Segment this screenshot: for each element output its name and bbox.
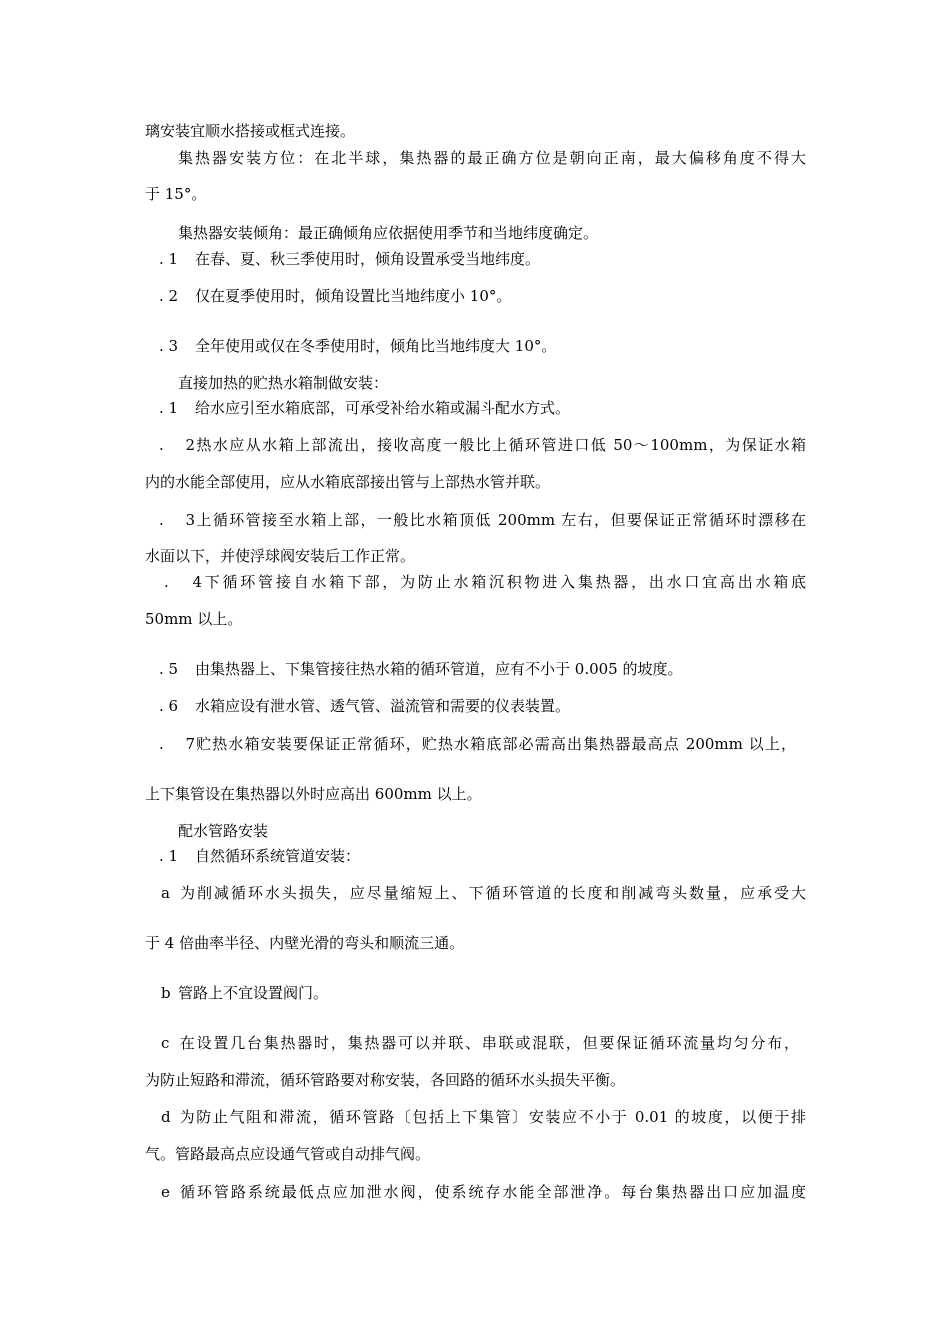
text-line: 内的水能全部使用，应从水箱底部接出管与上部热水管并联。 (145, 473, 551, 491)
paragraph-orientation: 集热器安装方位：在北半球，集热器的最正确方位是朝向正南，最大偏移角度不得大 (178, 149, 806, 167)
sub-item: c 在设置几台集热器时，集热器可以并联、串联或混联，但要保证循环流量均匀分布， (161, 1034, 799, 1052)
sub-item: e 循环管路系统最低点应加泄水阀，使系统存水能全部泄净。每台集热器出口应加温度 (161, 1183, 806, 1201)
list-item: . 2 仅在夏季使用时，倾角设置比当地纬度小 10°。 (159, 287, 512, 305)
sub-item: b 管路上不宜设置阀门。 (161, 984, 329, 1002)
text-line: 璃安装宜顺水搭接或框式连接。 (145, 122, 356, 140)
text-line: 为防止短路和滞流，循环管路要对称安装，各回路的循环水头损失平衡。 (145, 1071, 626, 1089)
sub-item: d 为防止气阻和滞流，循环管路〔包括上下集管〕安装应不小于 0.01 的坡度，以便于排 (161, 1108, 806, 1126)
section-heading-piping: 配水管路安装 (178, 822, 269, 840)
text-line: 上下集管设在集热器以外时应高出 600mm 以上。 (145, 785, 482, 803)
section-heading-tank: 直接加热的贮热水箱制做安装： (178, 374, 389, 392)
text-line: 于 15°。 (145, 185, 207, 203)
list-item: . 1 给水应引至水箱底部，可承受补给水箱或漏斗配水方式。 (159, 399, 571, 417)
section-heading-tilt: 集热器安装倾角：最正确倾角应依据使用季节和当地纬度确定。 (178, 224, 599, 242)
text-line: 于 4 倍曲率半径、内壁光滑的弯头和顺流三通。 (145, 934, 465, 952)
list-item: . 4下循环管接自水箱下部，为防止水箱沉积物进入集热器，出水口宜高出水箱底 (164, 573, 806, 591)
text-line: 50mm 以上。 (145, 610, 243, 628)
text-line: 气。管路最高点应设通气管或自动排气阀。 (145, 1145, 431, 1163)
list-item: . 6 水箱应设有泄水管、透气管、溢流管和需要的仪表装置。 (159, 697, 571, 715)
list-item: . 5 由集热器上、下集管接往热水箱的循环管道，应有不小于 0.005 的坡度。 (159, 660, 683, 678)
list-item: . 2热水应从水箱上部流出，接收高度一般比上循环管进口低 50～100mm，为保证水箱 (159, 436, 806, 454)
list-item: . 1 在春、夏、秋三季使用时，倾角设置承受当地纬度。 (159, 250, 541, 268)
list-item: . 7贮热水箱安装要保证正常循环，贮热水箱底部必需高出集热器最高点 200mm 以上， (159, 735, 796, 753)
sub-item: a 为削减循环水头损失，应尽量缩短上、下循环管道的长度和削减弯头数量，应承受大 (161, 884, 806, 902)
list-item: . 3上循环管接至水箱上部，一般比水箱顶低 200mm 左右，但要保证正常循环时漂移在 (159, 511, 806, 529)
list-item: . 1 自然循环系统管道安装： (159, 847, 361, 865)
list-item: . 3 全年使用或仅在冬季使用时，倾角比当地纬度大 10°。 (159, 337, 557, 355)
text-line: 水面以下，并使浮球阀安装后工作正常。 (145, 547, 416, 565)
